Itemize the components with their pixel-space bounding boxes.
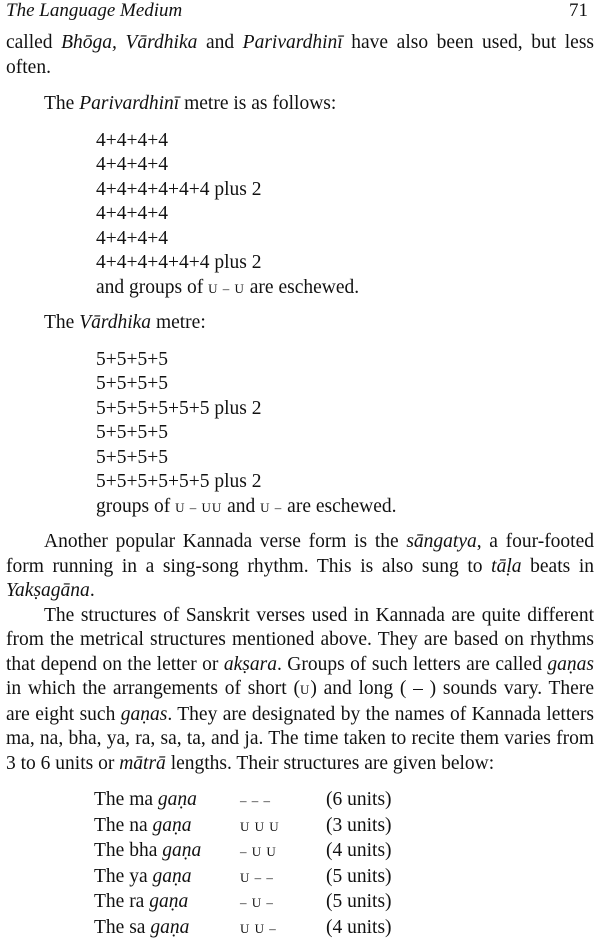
gana-pattern: – – – [240, 788, 326, 814]
gana-pattern: U U – [240, 916, 326, 941]
paragraph-sanskrit-ganas: The structures of Sanskrit verses used in Kannada are quite different from the metrical structures mentioned above. They are based on rhythms that depend on the letter or akṣara. Groups of such letters are called gaṇas in which the arrangements of short (U) and long ( – ) sounds vary. There are eight such gaṇas. They are designated by the names of Kannada letters ma, na, bha, ya, ra, sa, ta, and ja. The time taken to recite them varies from 3 to 6 units or mātrā lengths. Their structures are given below: [6, 604, 594, 777]
formula-rule: groups of U – UU and U – are eschewed. [96, 495, 594, 521]
gana-pattern: U – – [240, 865, 326, 891]
gana-pattern: U U U [240, 814, 326, 840]
formula-line: 4+4+4+4+4+4 plus 2 [96, 251, 594, 276]
gana-name: The ma gaṇa [94, 788, 240, 814]
table-row [94, 890, 426, 916]
formula-line: 5+5+5+5 [96, 348, 594, 373]
gana-units: (5 units) [326, 890, 426, 916]
table-row [94, 839, 426, 865]
gana-units: (4 units) [326, 839, 426, 865]
paragraph-vardhika-intro: The Vārdhika metre: [6, 311, 594, 336]
gana-name: The ra gaṇa [94, 890, 240, 916]
formula-line: 5+5+5+5 [96, 446, 594, 471]
table-row [94, 916, 426, 941]
running-head: The Language Medium [6, 0, 182, 22]
table-row [94, 814, 426, 840]
table-row [94, 865, 426, 891]
formula-line: 4+4+4+4 [96, 153, 594, 178]
formula-line: 4+4+4+4+4+4 plus 2 [96, 178, 594, 203]
body-text [6, 31, 594, 941]
formula-line: 5+5+5+5+5+5 plus 2 [96, 397, 594, 422]
gana-pattern: – U – [240, 890, 326, 916]
parivardhini-formula [96, 129, 594, 302]
gana-name: The sa gaṇa [94, 916, 240, 941]
gana-units: (3 units) [326, 814, 426, 840]
paragraph-sangatya: Another popular Kannada verse form is the sāngatya, a four-footed form running in a sing-song rhythm. This is also sung to tāḷa beats in Yakṣagāna. [6, 530, 594, 604]
gana-name: The bha gaṇa [94, 839, 240, 865]
paragraph-metre-names: called Bhōga, Vārdhika and Parivardhinī have also been used, but less often. [6, 31, 594, 80]
formula-line: 5+5+5+5 [96, 421, 594, 446]
gana-units: (6 units) [326, 788, 426, 814]
gana-pattern: – U U [240, 839, 326, 865]
gana-name: The na gaṇa [94, 814, 240, 840]
vardhika-formula [96, 348, 594, 521]
formula-line: 4+4+4+4 [96, 129, 594, 154]
page-header [0, 0, 600, 22]
gana-table [94, 788, 426, 941]
formula-line: 4+4+4+4 [96, 227, 594, 252]
formula-line: 4+4+4+4 [96, 202, 594, 227]
gana-units: (5 units) [326, 865, 426, 891]
formula-line: 5+5+5+5+5+5 plus 2 [96, 470, 594, 495]
gana-name: The ya gaṇa [94, 865, 240, 891]
formula-rule: and groups of U – U are eschewed. [96, 276, 594, 302]
page-number: 71 [569, 0, 588, 22]
gana-units: (4 units) [326, 916, 426, 941]
formula-line: 5+5+5+5 [96, 372, 594, 397]
paragraph-parivardhini-intro: The Parivardhinī metre is as follows: [6, 92, 594, 117]
table-row [94, 788, 426, 814]
